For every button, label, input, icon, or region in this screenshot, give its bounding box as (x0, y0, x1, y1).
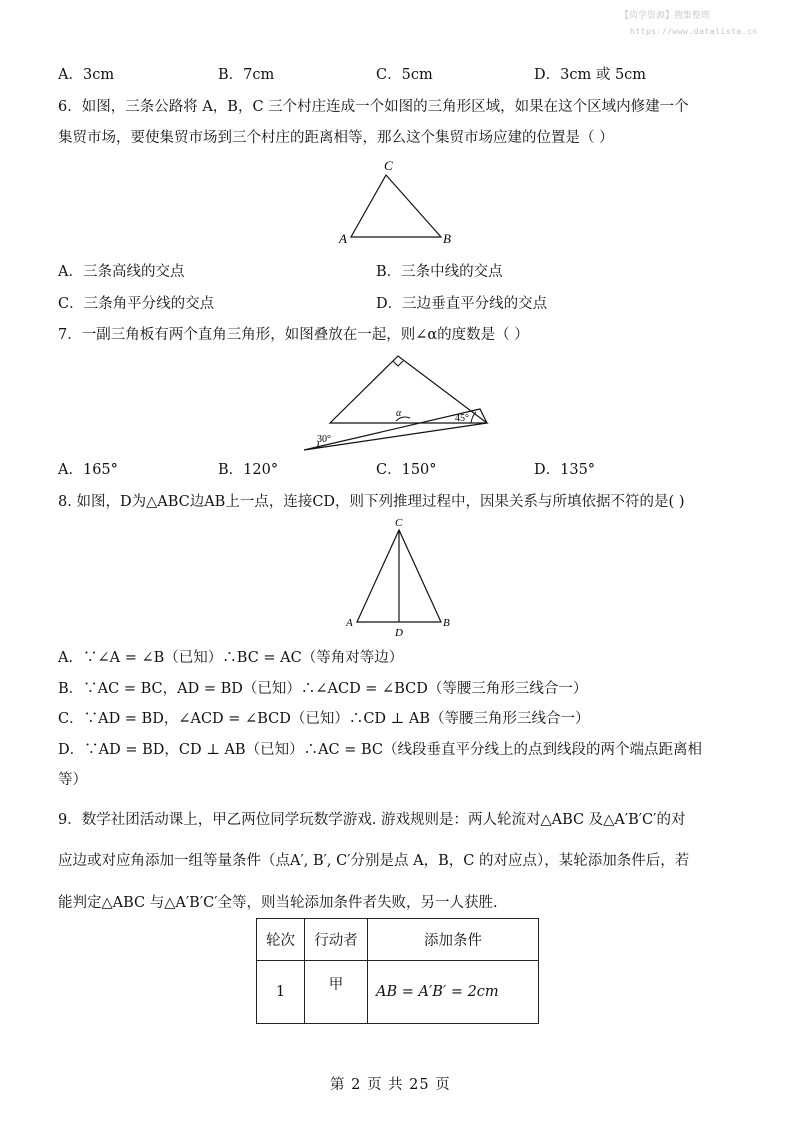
cell-round: 1 (257, 961, 305, 1024)
q7-set-squares-figure (300, 348, 495, 458)
q6-option-d: D．三边垂直平分线的交点 (376, 296, 548, 312)
q9-stem-line-2: 应边或对应角添加一组等量条件（点A′, B′, C′分别是点 A，B，C 的对应点），某轮添加条件后，若 (58, 853, 690, 869)
q8-option-d-line-1: D．∵AD = BD，CD ⊥ AB（已知）∴AC = BC（线段垂直平分线上的点到线段的两个端点距离相 (58, 742, 703, 758)
q9-stem-line-3: 能判定△ABC 与△A′B′C′全等，则当轮添加条件者失败，另一人获胜. (58, 895, 498, 911)
watermark-line-1: 【尚学资源】搜集整理 (620, 11, 711, 21)
q5-option-a: A．3cm (58, 67, 115, 83)
q7-stem: 7．一副三角板有两个直角三角形，如图叠放在一起，则∠α的度数是（ ） (58, 327, 529, 343)
cell-actor: 甲 (305, 961, 368, 1024)
q6-label-c: C (384, 158, 393, 173)
q7-option-b: B．120° (218, 462, 279, 478)
table-header-row (257, 919, 539, 961)
q8-option-a: A．∵∠A = ∠B（已知）∴BC = AC（等角对等边） (58, 650, 404, 666)
q7-option-c: C．150° (376, 462, 437, 478)
q5-option-b: B．7cm (218, 67, 275, 83)
q9-rules-table (256, 918, 539, 1024)
q7-right-angle-mark (393, 361, 403, 366)
q8-label-b: B (443, 617, 450, 629)
q6-option-a: A．三条高线的交点 (58, 264, 185, 280)
header-condition: 添加条件 (368, 919, 539, 961)
q7-label-30: 30° (317, 434, 331, 445)
q5-option-d: D．3cm 或 5cm (534, 67, 647, 83)
q7-label-45: 45° (455, 413, 469, 424)
q8-label-a: A (346, 617, 353, 629)
q7-label-alpha: α (396, 408, 402, 419)
q6-option-b: B．三条中线的交点 (376, 264, 503, 280)
q8-stem: 8. 如图，D为△ABC边AB上一点，连接CD，则下列推理过程中，因果关系与所填依据不符的是( ) (58, 494, 685, 510)
q6-label-b: B (443, 231, 451, 246)
q8-label-d: D (395, 627, 403, 639)
q8-option-c: C．∵AD = BD，∠ACD = ∠BCD（已知）∴CD ⊥ AB（等腰三角形三线合一） (58, 711, 590, 727)
q8-option-b: B．∵AC = BC，AD = BD（已知）∴∠ACD = ∠BCD（等腰三角形三线合一） (58, 681, 588, 697)
q6-stem-line-2: 集贸市场，要使集贸市场到三个村庄的距离相等，那么这个集贸市场应建的位置是（ ） (58, 130, 614, 146)
q7-option-d: D．135° (534, 462, 596, 478)
q6-triangle (351, 175, 441, 237)
cell-condition: AB = A′B′ = 2cm (368, 961, 539, 1024)
q8-label-c: C (395, 517, 403, 529)
watermark-line-2: https://www.datalista.cn (630, 27, 758, 36)
header-actor: 行动者 (305, 919, 368, 961)
q6-option-c: C．三条角平分线的交点 (58, 296, 215, 312)
q7-option-a: A．165° (58, 462, 118, 478)
q6-stem-line-1: 6．如图，三条公路将 A，B，C 三个村庄连成一个如图的三角形区域，如果在这个区域内修建一个 (58, 99, 689, 115)
q6-triangle-figure (330, 155, 470, 250)
q6-label-a: A (339, 231, 347, 246)
q8-option-d-line-2: 等） (58, 772, 87, 788)
page-footer: 第 2 页 共 25 页 (330, 1077, 451, 1093)
q9-stem-line-1: 9．数学社团活动课上，甲乙两位同学玩数学游戏. 游戏规则是：两人轮流对△ABC 及△A′B′C′的对 (58, 812, 686, 828)
q8-triangle-figure (340, 512, 460, 640)
header-round: 轮次 (257, 919, 305, 961)
table-row (257, 961, 539, 1024)
q5-option-c: C．5cm (376, 67, 433, 83)
